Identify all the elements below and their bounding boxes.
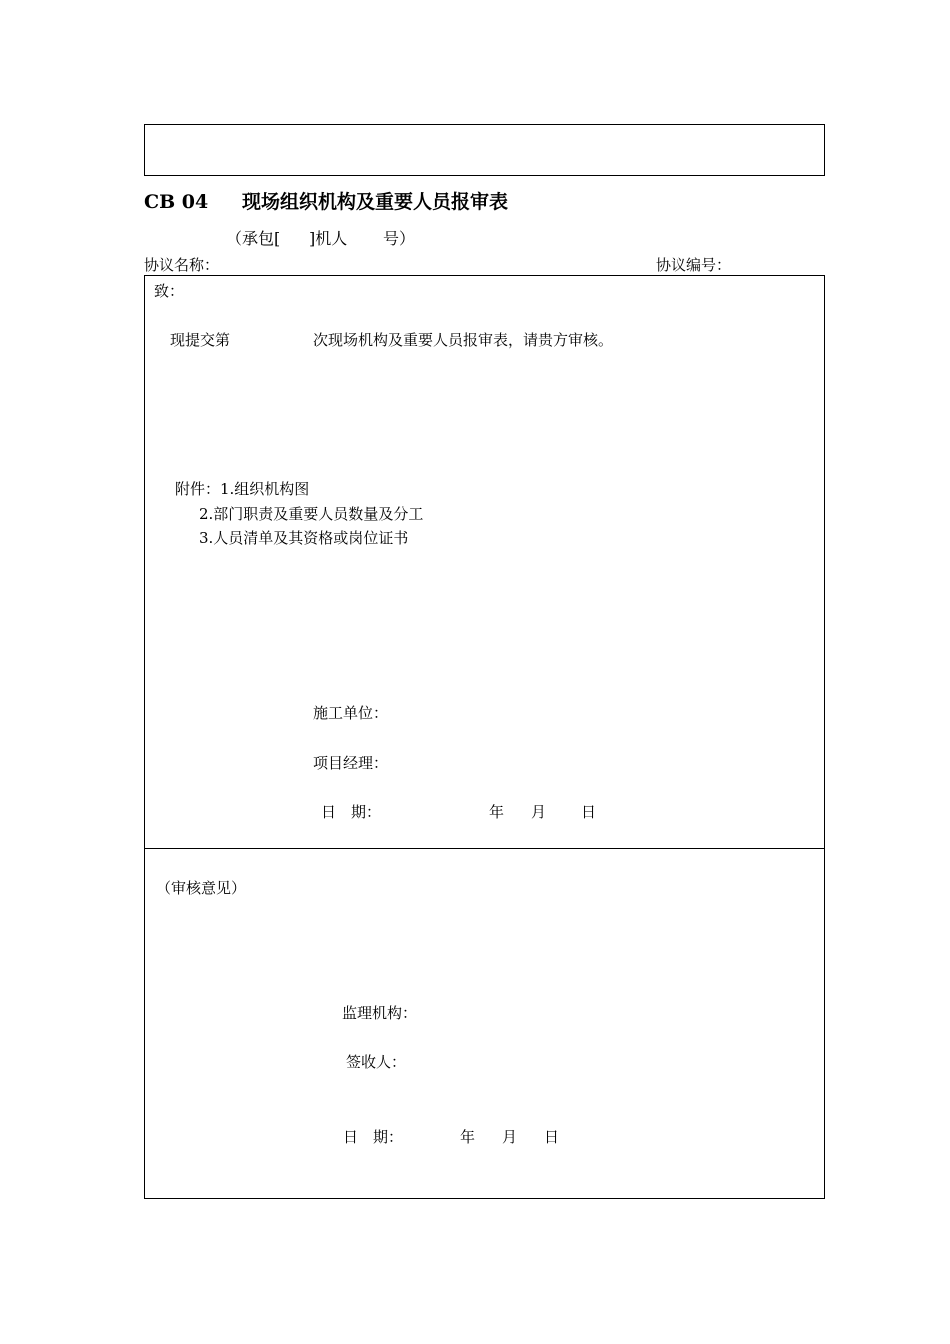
day-2: 日: [544, 1128, 560, 1146]
contractor-label: 施工单位：: [313, 704, 389, 722]
form-code: CB 04: [144, 191, 209, 213]
form-table: [144, 275, 825, 1199]
month-2: 月: [502, 1128, 518, 1146]
signer-label: 签收人：: [346, 1053, 407, 1071]
agreement-name-label: 协议名称：: [144, 256, 220, 274]
review-label: （审核意见）: [156, 879, 247, 897]
year-1: 年: [489, 803, 505, 821]
manager-label: 项目经理：: [313, 754, 389, 772]
form-title: 现场组织机构及重要人员报审表: [242, 191, 509, 213]
subtitle-open: （承包[: [226, 229, 281, 248]
attachment-3: 3.人员清单及其资格或岗位证书: [199, 529, 409, 547]
day-1: 日: [581, 803, 597, 821]
submit-prefix: 现提交第: [170, 331, 231, 349]
attachment-2: 2.部门职责及重要人员数量及分工: [199, 505, 424, 523]
attachment-1: 附件：1.组织机构图: [175, 480, 310, 498]
date-label-1: 日 期：: [321, 803, 382, 821]
supervisor-label: 监理机构：: [342, 1004, 418, 1022]
submit-suffix: 次现场机构及重要人员报审表，请贵方审核。: [313, 331, 614, 349]
section-divider: [144, 848, 825, 849]
subtitle-mid: ]机人: [309, 229, 348, 248]
subtitle-close: 号）: [383, 229, 416, 248]
agreement-no-label: 协议编号：: [656, 256, 732, 274]
to-label: 致：: [154, 282, 185, 300]
month-1: 月: [531, 803, 547, 821]
year-2: 年: [460, 1128, 476, 1146]
header-box: [144, 124, 825, 176]
date-label-2: 日 期：: [343, 1128, 404, 1146]
